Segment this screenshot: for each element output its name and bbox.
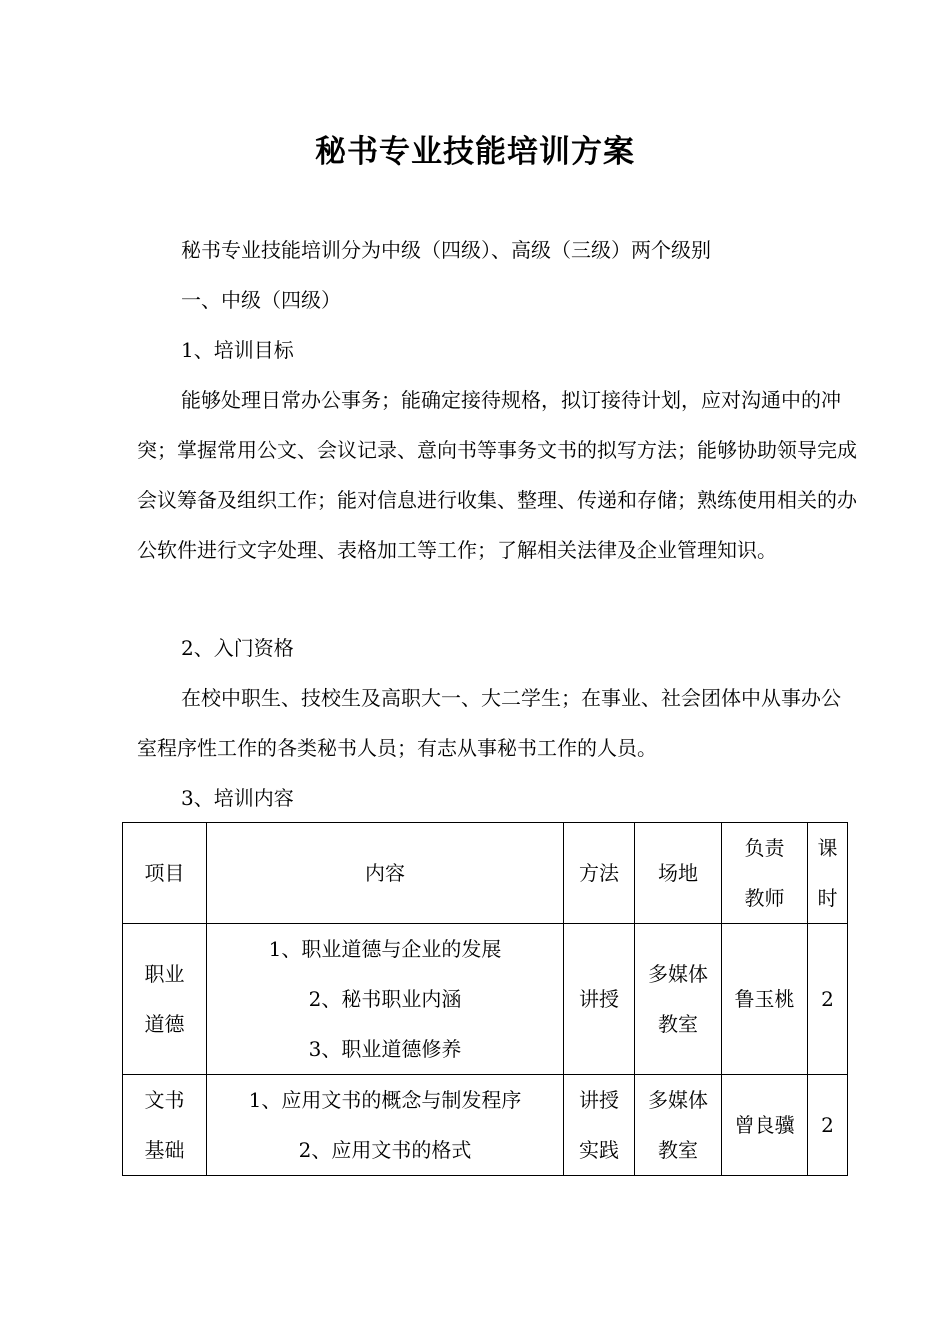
header-hours-line2: 时 — [817, 886, 838, 910]
heading-entry-qualification: 2、入门资格 — [181, 636, 294, 660]
cell-venue — [635, 924, 722, 1075]
header-teacher — [722, 823, 808, 924]
heading-training-content: 3、培训内容 — [181, 786, 294, 810]
content-line: 3、职业道德修养 — [308, 1037, 462, 1061]
content-line: 2、秘书职业内涵 — [308, 987, 462, 1011]
cell-hours: 2 — [808, 924, 848, 1075]
cell-method — [564, 1075, 635, 1176]
cell-item — [123, 1075, 207, 1176]
cell-venue — [635, 1075, 722, 1176]
content-line: 1、职业道德与企业的发展 — [268, 937, 502, 961]
section-heading-intermediate: 一、中级（四级） — [181, 288, 341, 312]
training-content-table — [122, 822, 848, 1176]
heading-training-goal: 1、培训目标 — [181, 338, 294, 362]
header-content: 内容 — [207, 823, 564, 924]
table-row — [123, 1075, 848, 1176]
intro-paragraph: 秘书专业技能培训分为中级（四级）、高级（三级）两个级别 — [181, 238, 711, 262]
venue-line2: 教室 — [658, 1138, 698, 1162]
header-hours — [808, 823, 848, 924]
cell-teacher: 鲁玉桃 — [722, 924, 808, 1075]
content-line: 1、应用文书的概念与制发程序 — [248, 1088, 522, 1112]
cell-content — [207, 924, 564, 1075]
entry-paragraph: 在校中职生、技校生及高职大一、大二学生；在事业、社会团体中从事办公室程序性工作的各类秘书人员；有志从事秘书工作的人员。 — [137, 686, 841, 760]
header-venue: 场地 — [635, 823, 722, 924]
venue-line1: 多媒体 — [648, 1088, 708, 1112]
cell-method: 讲授 — [564, 924, 635, 1075]
header-method: 方法 — [564, 823, 635, 924]
item-line2: 基础 — [144, 1138, 185, 1162]
item-line2: 道德 — [144, 1012, 185, 1036]
method-line1: 讲授 — [579, 1088, 619, 1112]
table-header-row — [123, 823, 848, 924]
venue-line1: 多媒体 — [648, 962, 708, 986]
item-line1: 职业 — [144, 962, 185, 986]
cell-content — [207, 1075, 564, 1176]
goal-paragraph: 能够处理日常办公事务；能确定接待规格，拟订接待计划，应对沟通中的冲突；掌握常用公文、会议记录、意向书等事务文书的拟写方法；能够协助领导完成会议筹备及组织工作；能对信息进行收集、整理、传递和存储；熟练使用相关的办公软件进行文字处理、表格加工等工作；了解相关法律及企业管理知识。 — [137, 388, 857, 562]
content-line: 2、应用文书的格式 — [298, 1138, 472, 1162]
table-row — [123, 924, 848, 1075]
document-title: 秘书专业技能培训方案 — [315, 134, 635, 170]
header-hours-line1: 课 — [817, 836, 838, 860]
method-line2: 实践 — [579, 1138, 619, 1162]
header-item: 项目 — [123, 823, 207, 924]
venue-line2: 教室 — [658, 1012, 698, 1036]
header-teacher-line1: 负责 — [744, 836, 785, 860]
header-teacher-line2: 教师 — [744, 886, 785, 910]
cell-item — [123, 924, 207, 1075]
cell-hours: 2 — [808, 1075, 848, 1176]
cell-teacher: 曾良骥 — [722, 1075, 808, 1176]
item-line1: 文书 — [144, 1088, 185, 1112]
